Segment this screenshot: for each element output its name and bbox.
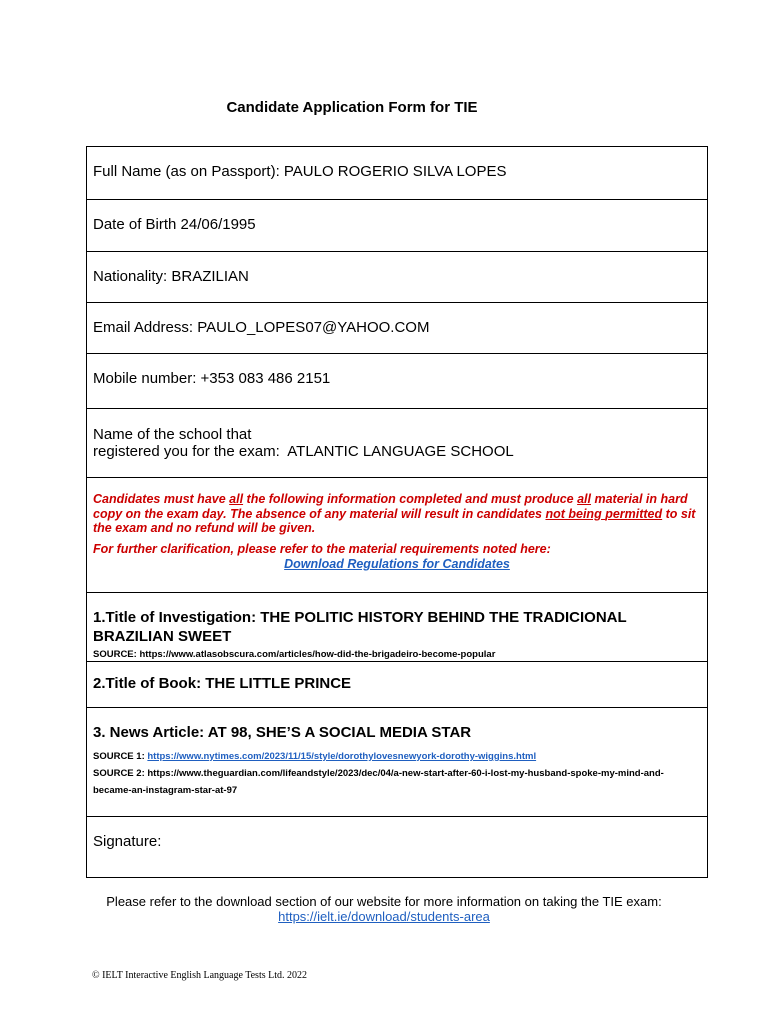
email-field: Email Address: PAULO_LOPES07@YAHOO.COM xyxy=(93,319,430,336)
mobile-field: Mobile number: +353 083 486 2151 xyxy=(93,370,331,387)
footer-note xyxy=(0,894,768,924)
school-label: Name of the school that xyxy=(93,426,252,443)
application-form xyxy=(86,146,708,878)
students-area-link[interactable]: https://ielt.ie/download/students-area xyxy=(278,909,490,924)
news-row xyxy=(87,708,707,817)
book-title: 2.Title of Book: THE LITTLE PRINCE xyxy=(93,675,352,692)
copyright: © IELT Interactive English Language Tests Ltd. 2022 xyxy=(92,970,307,981)
email-row xyxy=(87,303,707,354)
news-sources xyxy=(93,748,701,799)
clarification-text: For further clarification, please refer to the material requirements noted here: Download Regulations for Candidates xyxy=(93,542,701,572)
signature-row xyxy=(87,817,707,877)
footer-note-text: Please refer to the download section of our website for more information on taking the TIE exam: xyxy=(106,894,662,909)
investigation-title: 1.Title of Investigation: THE POLITIC HISTORY BEHIND THE TRADICIONAL BRAZILIAN SWEET xyxy=(93,609,627,645)
signature-label: Signature: xyxy=(93,833,162,850)
nationality-row xyxy=(87,252,707,303)
warning-text: Candidates must have all the following information completed and must produce all material in hard copy on the exam day. The absence of any material will result in candidates not being permitted to sit the exam and no refund will be given. xyxy=(93,492,696,535)
news-title: 3. News Article: AT 98, SHE’S A SOCIAL MEDIA STAR xyxy=(93,724,472,741)
download-regulations-link[interactable]: Download Regulations for Candidates xyxy=(284,557,510,571)
warning-row xyxy=(87,478,707,593)
news-source-2: SOURCE 2: https://www.theguardian.com/lifeandstyle/2023/dec/04/a-new-start-after-60-i-lost-my-husband-spoke-my-mind-and-became-an-instagram-star-at-97 xyxy=(93,768,664,796)
dob-row xyxy=(87,200,707,252)
book-row xyxy=(87,662,707,708)
news-source-1-link[interactable]: https://www.nytimes.com/2023/11/15/style/dorothylovesnewyork-dorothy-wiggins.html xyxy=(147,751,537,762)
school-row xyxy=(87,409,707,478)
mobile-row xyxy=(87,354,707,409)
news-source-1: SOURCE 1: https://www.nytimes.com/2023/11/15/style/dorothylovesnewyork-dorothy-wiggins.html xyxy=(93,751,537,762)
school-value: registered you for the exam: ATLANTIC LANGUAGE SCHOOL xyxy=(93,443,514,460)
full-name-row xyxy=(87,147,707,200)
nationality-field: Nationality: BRAZILIAN xyxy=(93,268,249,285)
investigation-source: SOURCE: https://www.atlasobscura.com/articles/how-did-the-brigadeiro-become-popular xyxy=(93,649,496,660)
form-title: Candidate Application Form for TIE xyxy=(226,99,478,116)
investigation-row xyxy=(87,593,707,662)
full-name-field: Full Name (as on Passport): PAULO ROGERIO SILVA LOPES xyxy=(93,163,507,180)
date-of-birth-field: Date of Birth 24/06/1995 xyxy=(93,216,256,233)
